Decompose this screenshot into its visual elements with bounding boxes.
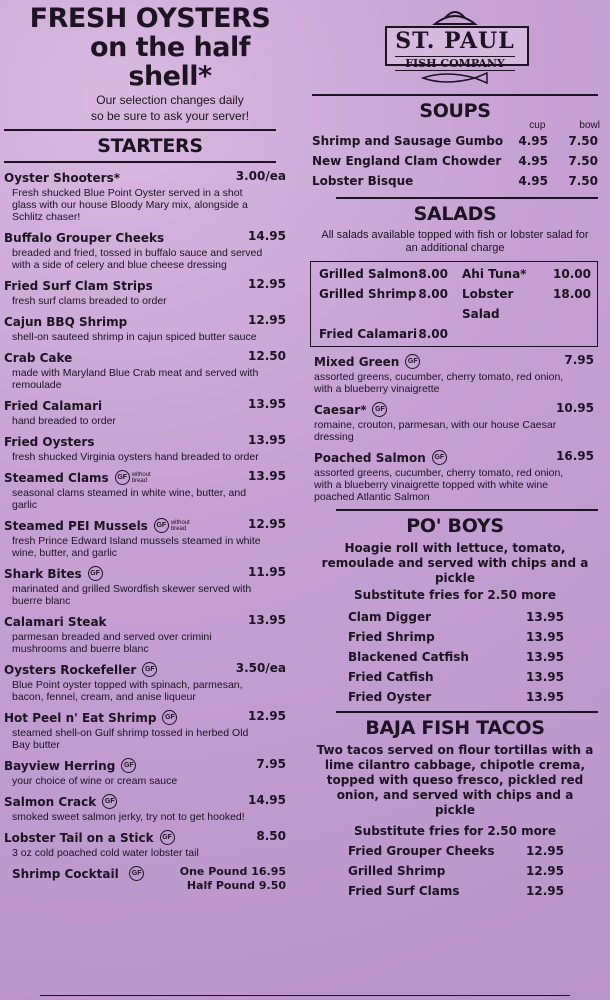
item-name: Lobster Tail on a Stick	[4, 831, 154, 845]
price: 7.95	[256, 757, 286, 771]
oysters-note-2: so be sure to ask your server!	[90, 109, 250, 123]
price: 12.95	[248, 313, 286, 327]
item-description: Blue Point oyster topped with spinach, parmesan, bacon, fennel, cream, and anise liqueur	[12, 679, 243, 703]
salad-topping	[454, 264, 597, 284]
item-name: Oysters Rockefeller	[4, 663, 137, 677]
price: 14.95	[248, 229, 286, 243]
poboy-row	[306, 687, 604, 707]
price: 13.95	[248, 397, 286, 411]
divider	[4, 129, 276, 131]
bowl-price: 7.50	[568, 174, 598, 188]
item-description: hand breaded to order	[12, 415, 116, 427]
poboys-note: Hoagie roll with lettuce, tomato, remoulade and served with chips and a pickle	[321, 541, 589, 585]
item-name: Fried Calamari	[4, 399, 103, 413]
price: 16.95	[251, 865, 286, 878]
gluten-free-note: without bread	[131, 471, 151, 484]
poboy-name: Fried Shrimp	[348, 630, 435, 644]
item-header	[4, 757, 296, 775]
item-name: Salmon Crack	[4, 795, 97, 809]
poboys-title: PO' BOYS	[406, 515, 504, 537]
cup-price: 4.95	[518, 134, 548, 148]
bowl-price: 7.50	[568, 154, 598, 168]
gluten-free-icon: GF	[432, 450, 447, 465]
item-description: assorted greens, cucumber, cherry tomato, red onion, with a blueberry vinaigrette	[314, 371, 564, 395]
poboy-price: 13.95	[526, 670, 564, 684]
soup-row	[306, 131, 604, 151]
salads-note: All salads available topped with fish or lobster salad for an additional charge	[321, 229, 589, 254]
topping-price: 8.00	[418, 327, 448, 341]
taco-row	[306, 881, 604, 901]
item-name: Cajun BBQ Shrimp	[4, 315, 128, 329]
topping-name: Lobster Salad	[462, 287, 514, 321]
starters-title: STARTERS	[97, 135, 203, 157]
taco-price: 12.95	[526, 884, 564, 898]
cup-price: 4.95	[518, 174, 548, 188]
price: 7.95	[564, 353, 594, 367]
item-name: Fried Surf Clam Strips	[4, 279, 153, 293]
topping-price: 10.00	[553, 267, 591, 281]
salad-toppings-box	[310, 261, 598, 347]
cup-header: cup	[529, 120, 546, 131]
item-description: fresh Prince Edward Island mussels steamed in white wine, butter, and garlic	[12, 535, 261, 559]
taco-name: Fried Surf Clams	[348, 884, 460, 898]
salad-item	[306, 449, 604, 503]
taco-name: Fried Grouper Cheeks	[348, 844, 495, 858]
menu-item	[4, 349, 296, 391]
logo-subtext: FISH COMPANY	[395, 56, 515, 71]
poboy-row	[306, 607, 604, 627]
poboys-sub: Substitute fries for 2.50 more	[354, 588, 556, 602]
oysters-note-1: Our selection changes daily	[96, 93, 244, 107]
item-description: breaded and fried, tossed in buffalo sauce and served with a side of celery and blue cheese dressing	[12, 247, 263, 271]
item-description: 3 oz cold poached cold water lobster tail	[12, 847, 199, 859]
cocktail-prices	[180, 865, 286, 893]
item-name: Shrimp Cocktail	[12, 867, 119, 881]
item-description: romaine, crouton, parmesan, with our house Caesar dressing	[314, 419, 557, 443]
poboy-price: 13.95	[526, 630, 564, 644]
logo-text: ST. PAUL	[395, 28, 515, 54]
oysters-title: FRESH OYSTERS	[29, 3, 271, 34]
topping-price: 8.00	[418, 287, 448, 301]
soups-list	[306, 131, 604, 191]
item-description: parmesan breaded and served over crimini mushrooms and buerre blanc	[12, 631, 212, 655]
salads-title: SALADS	[413, 203, 497, 225]
gluten-free-icon: GF	[115, 470, 130, 485]
menu-item	[4, 757, 296, 787]
salad-topping	[311, 324, 454, 344]
poboy-row	[306, 627, 604, 647]
taco-row	[306, 861, 604, 881]
poboy-price: 13.95	[526, 690, 564, 704]
gluten-free-icon: GF	[88, 566, 103, 581]
item-header	[306, 353, 604, 371]
right-column	[306, 0, 604, 901]
price: 11.95	[248, 565, 286, 579]
item-name: Caesar*	[314, 403, 367, 417]
taco-price: 12.95	[526, 864, 564, 878]
price: 3.50/ea	[235, 661, 286, 675]
tacos-title: BAJA FISH TACOS	[365, 717, 545, 739]
item-description: fresh surf clams breaded to order	[12, 295, 167, 307]
restaurant-logo	[375, 4, 535, 90]
price: 14.95	[248, 793, 286, 807]
menu-item	[4, 661, 296, 703]
left-column	[4, 0, 296, 905]
salad-topping	[311, 284, 454, 324]
gluten-free-note: without bread	[170, 519, 190, 532]
bowl-price: 7.50	[568, 134, 598, 148]
price: 12.50	[248, 349, 286, 363]
item-description: assorted greens, cucumber, cherry tomato, red onion, with a blueberry vinaigrette topped with white wine poached Atlantic Salmon	[314, 467, 564, 503]
menu-item	[4, 313, 296, 343]
tacos-sub: Substitute fries for 2.50 more	[354, 824, 556, 838]
gluten-free-icon: GF	[372, 402, 387, 417]
tacos-note: Two tacos served on flour tortillas with a lime cilantro cabbage, chipotle crema, topped with queso fresco, pickled red onion, and served with chips and a pickle	[316, 743, 594, 817]
taco-price: 12.95	[526, 844, 564, 858]
price: 3.00/ea	[235, 169, 286, 183]
item-description: seasonal clams steamed in white wine, butter, and garlic	[12, 487, 247, 511]
cup-price: 4.95	[518, 154, 548, 168]
poboy-name: Fried Oyster	[348, 690, 432, 704]
poboys-list	[306, 607, 604, 707]
menu-item	[4, 277, 296, 307]
menu-item	[4, 517, 296, 559]
tacos-list	[306, 841, 604, 901]
item-name: Shark Bites	[4, 567, 82, 581]
poboy-row	[306, 647, 604, 667]
menu-item	[4, 433, 296, 463]
topping-name: Fried Calamari	[319, 327, 418, 341]
item-name: Buffalo Grouper Cheeks	[4, 231, 165, 245]
taco-name: Grilled Shrimp	[348, 864, 446, 878]
gluten-free-icon: GF	[142, 662, 157, 677]
topping-price: 18.00	[553, 287, 591, 301]
salad-topping	[311, 264, 454, 284]
topping-price: 8.00	[418, 267, 448, 281]
divider	[4, 161, 276, 163]
menu-item	[4, 613, 296, 655]
menu-item	[4, 709, 296, 751]
oysters-subtitle: on the half shell*	[90, 32, 250, 92]
price: 8.50	[256, 829, 286, 843]
soup-row	[306, 171, 604, 191]
poboy-row	[306, 667, 604, 687]
salad-topping	[454, 284, 597, 324]
price: 13.95	[248, 433, 286, 447]
price: 12.95	[248, 277, 286, 291]
item-description: your choice of wine or cream sauce	[12, 775, 178, 787]
item-name: Oyster Shooters*	[4, 171, 121, 185]
price: 13.95	[248, 613, 286, 627]
poboy-name: Fried Catfish	[348, 670, 434, 684]
gluten-free-icon: GF	[129, 866, 144, 881]
menu-item	[4, 565, 296, 607]
menu-item	[4, 469, 296, 511]
price: 12.95	[248, 709, 286, 723]
item-description: fresh shucked Virginia oysters hand breaded to order	[12, 451, 259, 463]
salads-list	[306, 353, 604, 503]
item-name: Hot Peel n' Eat Shrimp	[4, 711, 157, 725]
poboy-name: Blackened Catfish	[348, 650, 469, 664]
price: 9.50	[258, 879, 286, 892]
gluten-free-icon: GF	[162, 710, 177, 725]
item-description: made with Maryland Blue Crab meat and served with remoulade	[12, 367, 259, 391]
salad-item	[306, 401, 604, 443]
topping-name: Grilled Shrimp	[319, 287, 417, 301]
item-name: Fried Oysters	[4, 435, 95, 449]
price: 13.95	[248, 469, 286, 483]
item-name: Steamed Clams	[4, 471, 109, 485]
item-name: Mixed Green	[314, 355, 400, 369]
fish-icon	[415, 72, 495, 84]
poboy-price: 13.95	[526, 610, 564, 624]
gluten-free-icon: GF	[121, 758, 136, 773]
divider	[336, 197, 598, 199]
item-header	[4, 829, 296, 847]
size-label: Half Pound	[186, 879, 256, 892]
menu-item	[4, 169, 296, 223]
menu-item	[4, 793, 296, 823]
gluten-free-icon: GF	[102, 794, 117, 809]
poboy-name: Clam Digger	[348, 610, 432, 624]
price: 16.95	[556, 449, 594, 463]
taco-row	[306, 841, 604, 861]
starters-list	[4, 169, 296, 859]
bowl-header: bowl	[579, 120, 600, 131]
topping-name: Ahi Tuna*	[462, 267, 527, 281]
gluten-free-icon: GF	[405, 354, 420, 369]
item-description: steamed shell-on Gulf shrimp tossed in herbed Old Bay butter	[12, 727, 249, 751]
menu-item	[4, 397, 296, 427]
footer-rule	[40, 995, 570, 996]
poboy-price: 13.95	[526, 650, 564, 664]
soup-row	[306, 151, 604, 171]
salad-item	[306, 353, 604, 395]
gluten-free-icon: GF	[160, 830, 175, 845]
item-name: Steamed PEI Mussels	[4, 519, 148, 533]
soups-title: SOUPS	[419, 100, 491, 122]
item-description: shell-on sauteed shrimp in cajun spiced butter sauce	[12, 331, 257, 343]
soup-name: Shrimp and Sausage Gumbo	[312, 134, 504, 148]
item-description: Fresh shucked Blue Point Oyster served in a shot glass with our house Bloody Mary mix, alongside a Schlitz chaser!	[12, 187, 248, 223]
soup-name: New England Clam Chowder	[312, 154, 502, 168]
hat-icon	[431, 4, 479, 26]
topping-name: Grilled Salmon	[319, 267, 419, 281]
item-name: Poached Salmon	[314, 451, 426, 465]
item-name: Crab Cake	[4, 351, 73, 365]
gluten-free-icon: GF	[154, 518, 169, 533]
size-label: One Pound	[179, 865, 248, 878]
menu-item-shrimp-cocktail	[4, 865, 296, 899]
menu-item	[4, 829, 296, 859]
item-description: marinated and grilled Swordfish skewer served with buerre blanc	[12, 583, 252, 607]
divider	[336, 711, 598, 713]
divider	[336, 509, 598, 511]
item-name: Calamari Steak	[4, 615, 107, 629]
menu-item	[4, 229, 296, 271]
item-name: Bayview Herring	[4, 759, 116, 773]
item-description: smoked sweet salmon jerky, try not to get hooked!	[12, 811, 245, 823]
soup-name: Lobster Bisque	[312, 174, 414, 188]
divider	[312, 94, 598, 96]
price: 10.95	[556, 401, 594, 415]
price: 12.95	[248, 517, 286, 531]
